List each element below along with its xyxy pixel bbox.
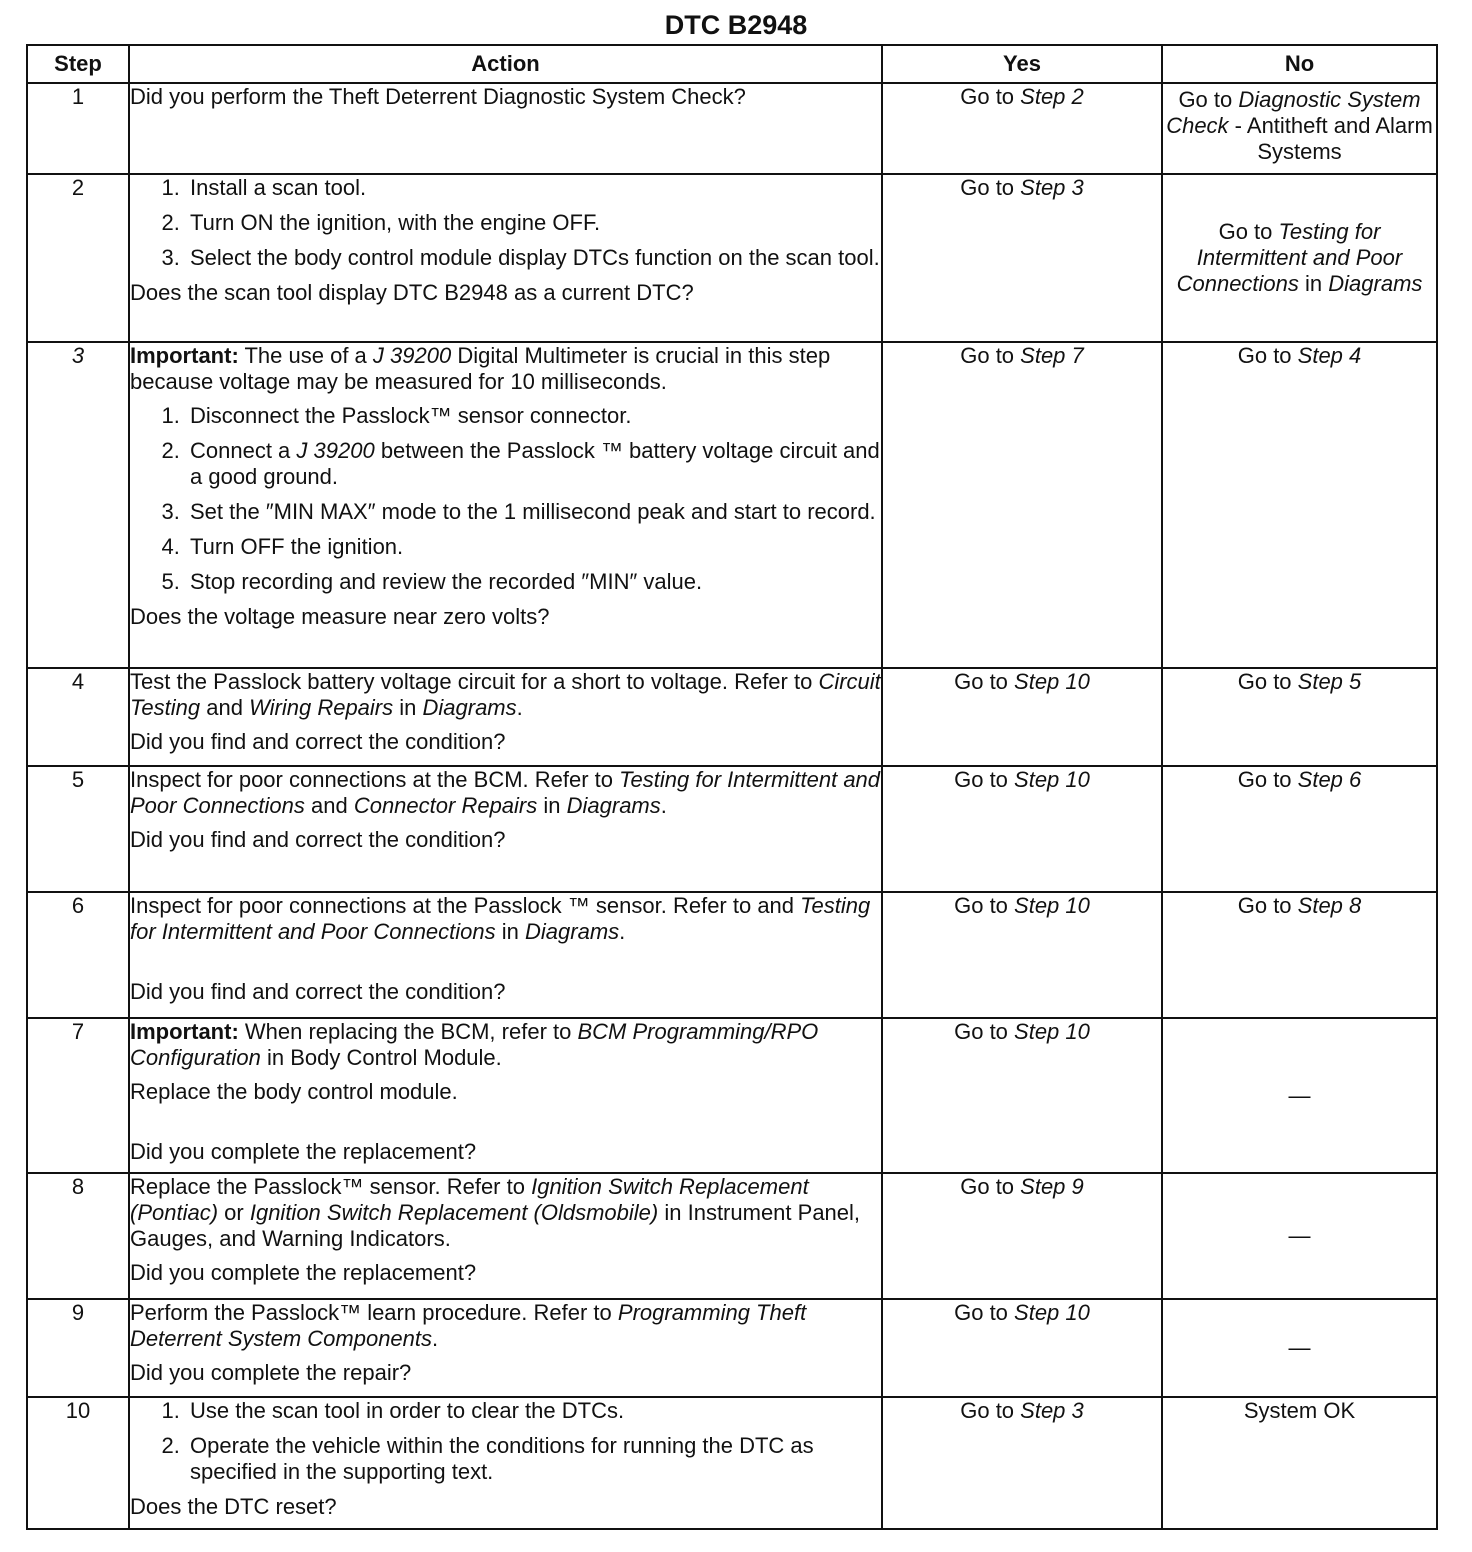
yes-step-link[interactable]: Step 10 xyxy=(1014,1300,1090,1325)
yes-prefix: Go to xyxy=(960,343,1021,368)
yes-step-link[interactable]: Step 10 xyxy=(1014,893,1090,918)
list-item: 3. Select the body control module display DTCs function on the scan tool. xyxy=(186,245,881,271)
item-text: Stop recording and review the recorded ″MIN″ value. xyxy=(190,569,703,594)
action-question: Does the scan tool display DTC B2948 as a current DTC? xyxy=(130,280,694,305)
table-row xyxy=(27,83,1437,174)
no-step-link[interactable]: Step 8 xyxy=(1297,893,1362,918)
step-number: 4 xyxy=(27,668,129,766)
no-prefix: Go to xyxy=(1237,343,1298,368)
header-action: Action xyxy=(129,45,882,83)
action-text: Inspect for poor connections at the Passlock ™ sensor. Refer to and Testing for Intermittent and Poor Connections in Diagrams. xyxy=(130,893,871,944)
reference-link[interactable]: Programming Theft Deterrent System Components xyxy=(130,1300,807,1351)
reference-link[interactable]: BCM Programming/RPO Configuration xyxy=(130,1019,819,1070)
action-cell xyxy=(129,1299,882,1397)
procedure-list xyxy=(130,175,881,271)
list-item xyxy=(186,499,881,525)
not-applicable-dash: — xyxy=(1288,1082,1311,1108)
no-prefix: Go to xyxy=(1237,669,1298,694)
procedure-list xyxy=(130,1398,881,1485)
yes-cell xyxy=(882,892,1162,1018)
no-cell xyxy=(1162,342,1437,668)
no-prefix: Go to xyxy=(1237,767,1298,792)
tool-reference: J 39200 xyxy=(372,343,452,368)
action-question: Did you find and correct the condition? xyxy=(130,729,506,754)
yes-step-link[interactable]: Step 9 xyxy=(1020,1174,1084,1199)
list-item: 2. Turn ON the ignition, with the engine OFF. xyxy=(186,210,881,236)
yes-cell xyxy=(882,1299,1162,1397)
reference-link[interactable]: Diagrams xyxy=(525,919,620,944)
action-cell xyxy=(129,892,882,1018)
header-step: Step xyxy=(27,45,129,83)
action-text: Replace the Passlock™ sensor. Refer to Ignition Switch Replacement (Pontiac) or Ignition Switch Replacement (Oldsmobile) in Instrument Panel, Gauges, and Warning Indicators. xyxy=(130,1174,861,1251)
reference-link[interactable]: Wiring Repairs xyxy=(249,695,394,720)
table-row xyxy=(27,892,1437,1018)
action-cell xyxy=(129,668,882,766)
reference-link[interactable]: Circuit Testing xyxy=(130,669,881,720)
no-cell xyxy=(1162,892,1437,1018)
no-cell xyxy=(1162,174,1437,342)
list-item xyxy=(186,569,881,595)
yes-step-link[interactable]: Step 10 xyxy=(1014,1019,1090,1044)
document-title: DTC B2948 xyxy=(664,10,808,40)
yes-cell xyxy=(882,668,1162,766)
action-question: Did you complete the replacement? xyxy=(130,1260,477,1285)
yes-step-link[interactable]: Step 10 xyxy=(1014,669,1090,694)
table-row xyxy=(27,174,1437,342)
item-text: Connect a xyxy=(190,438,297,463)
important-label: Important: xyxy=(130,343,239,368)
table-row xyxy=(27,1397,1437,1529)
yes-prefix: Go to xyxy=(960,1398,1021,1423)
no-step-link[interactable]: Step 5 xyxy=(1297,669,1362,694)
action-cell xyxy=(129,1397,882,1529)
yes-step-link[interactable]: Step 7 xyxy=(1020,343,1084,368)
step-number: 2 xyxy=(27,174,129,342)
table-row xyxy=(27,1299,1437,1397)
reference-link[interactable]: Testing for Intermittent and Poor Connections xyxy=(130,893,871,944)
yes-step-link[interactable]: Step 3 xyxy=(1020,175,1084,200)
no-cell xyxy=(1162,766,1437,892)
list-item: 2. Operate the vehicle within the conditions for running the DTC as specified in the supporting text. xyxy=(186,1433,881,1485)
item-text: Set the ″MIN MAX″ mode to the 1 millisecond peak and start to record. xyxy=(190,499,876,524)
reference-link[interactable]: Testing for Intermittent and Poor Connections xyxy=(130,767,881,818)
yes-cell xyxy=(882,83,1162,174)
step-number: 5 xyxy=(27,766,129,892)
list-item: 1. Use the scan tool in order to clear the DTCs. xyxy=(186,1398,881,1424)
action-question: Did you find and correct the condition? xyxy=(130,827,506,852)
yes-step-link[interactable]: Step 2 xyxy=(1020,84,1084,109)
tool-reference: J 39200 xyxy=(296,438,375,463)
step-number: 7 xyxy=(27,1018,129,1173)
yes-cell xyxy=(882,1018,1162,1173)
yes-cell xyxy=(882,174,1162,342)
note-text: Digital Multimeter is crucial in this step because voltage may be measured for 10 milliseconds. xyxy=(130,343,831,394)
action-question: Did you complete the repair? xyxy=(130,1360,412,1385)
table-row xyxy=(27,1018,1437,1173)
header-row xyxy=(27,45,1437,83)
no-prefix: Go to xyxy=(1237,893,1298,918)
yes-cell xyxy=(882,342,1162,668)
action-cell xyxy=(129,174,882,342)
yes-prefix: Go to xyxy=(954,1019,1015,1044)
no-cell xyxy=(1162,668,1437,766)
yes-cell xyxy=(882,1397,1162,1529)
table-row xyxy=(27,1173,1437,1299)
yes-prefix: Go to xyxy=(954,893,1015,918)
step-number: 9 xyxy=(27,1299,129,1397)
action-text: Replace the body control module. xyxy=(130,1079,458,1104)
action-cell xyxy=(129,342,882,668)
step-number: 3 xyxy=(27,342,129,668)
table-row xyxy=(27,342,1437,668)
no-cell xyxy=(1162,83,1437,174)
no-text: in xyxy=(1298,271,1329,296)
reference-link[interactable]: Ignition Switch Replacement (Oldsmobile) xyxy=(249,1200,659,1225)
action-question: Does the DTC reset? xyxy=(130,1494,337,1519)
step-number: 6 xyxy=(27,892,129,1018)
yes-prefix: Go to xyxy=(960,175,1021,200)
dtc-table xyxy=(26,44,1438,1530)
action-text: Perform the Passlock™ learn procedure. Refer to Programming Theft Deterrent System Components. xyxy=(130,1300,807,1351)
item-text: Disconnect the Passlock™ sensor connector. xyxy=(190,403,632,428)
no-text: - Antitheft and Alarm Systems xyxy=(1228,113,1433,164)
reference-link[interactable]: Diagrams xyxy=(566,793,661,818)
action-cell xyxy=(129,1173,882,1299)
action-question: Does the voltage measure near zero volts? xyxy=(130,604,550,629)
no-text: Go to xyxy=(1218,219,1279,244)
important-note: Important: When replacing the BCM, refer to BCM Programming/RPO Configuration in Body Control Module. xyxy=(130,1019,819,1070)
no-cell xyxy=(1162,1018,1437,1173)
action-text: Inspect for poor connections at the BCM. Refer to Testing for Intermittent and Poor Connections and Connector Repairs in Diagrams. xyxy=(130,767,881,818)
action-question: Did you find and correct the condition? xyxy=(130,979,506,1004)
no-step-link[interactable]: Step 6 xyxy=(1297,767,1362,792)
important-label: Important: xyxy=(130,1019,239,1044)
not-applicable-dash: — xyxy=(1288,1335,1311,1360)
system-ok-text: System OK xyxy=(1243,1398,1356,1423)
step-number: 1 xyxy=(27,83,129,174)
yes-cell xyxy=(882,1173,1162,1299)
note-text: The use of a xyxy=(238,343,373,368)
yes-prefix: Go to xyxy=(960,1174,1021,1199)
yes-step-link[interactable]: Step 10 xyxy=(1014,767,1090,792)
reference-link[interactable]: Diagrams xyxy=(422,695,517,720)
list-item: 1. Install a scan tool. xyxy=(186,175,881,201)
yes-prefix: Go to xyxy=(954,669,1015,694)
list-item xyxy=(186,438,881,490)
step-number: 10 xyxy=(27,1397,129,1529)
list-item xyxy=(186,534,881,560)
action-cell xyxy=(129,766,882,892)
important-note xyxy=(130,343,881,395)
list-item xyxy=(186,403,881,429)
item-text: between the Passlock ™ battery voltage circuit and a good ground. xyxy=(190,438,880,489)
yes-prefix: Go to xyxy=(954,1300,1015,1325)
yes-prefix: Go to xyxy=(960,84,1021,109)
no-link[interactable]: Diagnostic System Check xyxy=(1166,87,1421,138)
no-step-link[interactable]: Step 4 xyxy=(1297,343,1362,368)
no-cell xyxy=(1162,1173,1437,1299)
header-no: No xyxy=(1162,45,1437,83)
no-cell xyxy=(1162,1397,1437,1529)
action-cell xyxy=(129,1018,882,1173)
no-link[interactable]: Diagrams xyxy=(1328,271,1423,296)
yes-step-link[interactable]: Step 3 xyxy=(1020,1398,1084,1423)
action-question: Did you perform the Theft Deterrent Diagnostic System Check? xyxy=(130,84,746,109)
step-number: 8 xyxy=(27,1173,129,1299)
action-text: Test the Passlock battery voltage circuit for a short to voltage. Refer to Circuit Testing and Wiring Repairs in Diagrams. xyxy=(130,669,881,720)
no-link[interactable]: Testing for Intermittent and Poor Connections xyxy=(1176,219,1403,296)
table-row xyxy=(27,766,1437,892)
reference-link[interactable]: Connector Repairs xyxy=(353,793,538,818)
procedure-list xyxy=(130,403,881,595)
no-text: Go to xyxy=(1178,87,1239,112)
table-row xyxy=(27,668,1437,766)
yes-cell xyxy=(882,766,1162,892)
yes-prefix: Go to xyxy=(954,767,1015,792)
item-text: Turn OFF the ignition. xyxy=(190,534,404,559)
action-cell xyxy=(129,83,882,174)
header-yes: Yes xyxy=(882,45,1162,83)
no-cell xyxy=(1162,1299,1437,1397)
reference-link[interactable]: Ignition Switch Replacement (Pontiac) xyxy=(130,1174,809,1225)
action-question: Did you complete the replacement? xyxy=(130,1139,477,1164)
not-applicable-dash: — xyxy=(1288,1223,1311,1248)
